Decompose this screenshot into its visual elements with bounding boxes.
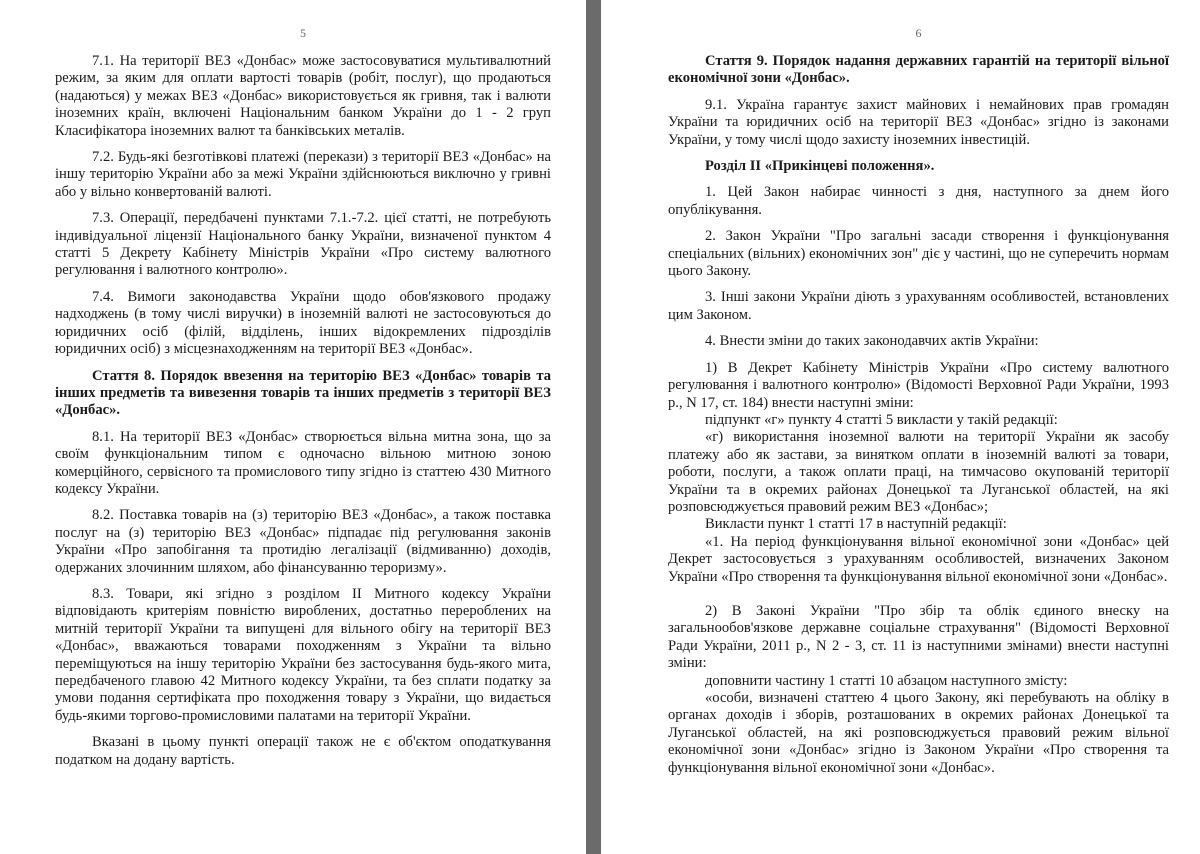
page-number: 6 (915, 26, 922, 40)
article-heading: Стаття 9. Порядок надання державних гарантій на території вільної економічної зони «Донбас». (668, 53, 1169, 87)
page-divider (586, 0, 601, 854)
paragraph: 3. Інші закони України діють з урахуванням особливостей, встановлених цим Законом. (668, 289, 1169, 323)
paragraph: 1. Цей Закон набирає чинності з дня, наступного за днем його опублікування. (668, 184, 1169, 218)
paragraph: 1) В Декрет Кабінету Міністрів України «Про систему валютного регулювання і валютного контролю» (Відомості Верховної Ради України, 1993 р., N 17, ст. 184) внести наступні зміни: (668, 359, 1169, 411)
paragraph: 8.2. Поставка товарів на (з) територію ВЕЗ «Донбас», а також поставка послуг на (з) територію ВЕЗ «Донбас» підпадає під регулювання законів України «Про запобігання та протидію легалізації (відмиванню) доходів, одержаних злочинним шляхом, або фінансуванню тероризму». (55, 507, 551, 576)
paragraph: 4. Внести зміни до таких законодавчих актів України: (705, 333, 1039, 350)
paragraph: 2) В Законі України "Про збір та облік єдиного внеску на загальнообов'язкове державне соціальне страхування" (Відомості Верховної Ради України, 2011 р., N 2 - 3, ст. 11 із наступними змінами) внести наступні зміни: (668, 602, 1169, 672)
paragraph: 8.3. Товари, які згідно з розділом II Митного кодексу України відповідають критеріям повністю вироблених, достатньо перероблених на митній території України та випущені для вільного обігу на території ВЕЗ «Донбас», вважаються товарами походженням з України та вільно переміщуються на іншу територію України без застосування будь-якого мита, передбаченого главою 42 Митного кодексу України, та без сплати податку за умови подання сертифіката про походження товару з України, що видається будь-якими торгово-промисловими палатами на території України. (55, 585, 551, 724)
paragraph: 7.2. Будь-які безготівкові платежі (перекази) з території ВЕЗ «Донбас» на іншу територію України або за межі України здійснюються виключно у гривні або у вільно конвертованій валюті. (55, 149, 551, 200)
page-6 (601, 0, 1200, 854)
page-5 (0, 0, 586, 854)
paragraph: «1. На період функціонування вільної економічної зони «Донбас» цей Декрет застосовується з урахуванням особливостей, визначених Законом України «Про створення та функціонування вільної економічної зони «Донбас». (668, 533, 1169, 585)
paragraph: 2. Закон України "Про загальні засади створення і функціонування спеціальних (вільних) економічних зон" діє у частині, що не суперечить нормам цього Закону. (668, 228, 1169, 280)
paragraph: 8.1. На території ВЕЗ «Донбас» створюється вільна митна зона, що за своїм функціональним типом є одночасно вільною митною зоною комерційного, сервісного та промислового типу згідно із статтею 430 Митного кодексу України. (55, 428, 551, 497)
paragraph: 7.4. Вимоги законодавства України щодо обов'язкового продажу надходжень (в тому числі виручки) в іноземній валюті не застосовуються до юридичних осіб (філій, відділень, інших відокремлених підрозділів юридичних осіб) з місцезнаходженням на території ВЕЗ «Донбас». (55, 288, 551, 358)
article-heading: Стаття 8. Порядок ввезення на територію ВЕЗ «Донбас» товарів та інших предметів та вивезення товарів та інших предметів з території ВЕЗ «Донбас». (55, 367, 551, 419)
section-heading: Розділ II «Прикінцеві положення». (705, 158, 935, 175)
paragraph: «особи, визначені статтею 4 цього Закону, які перебувають на обліку в органах доходів і зборів, розташованих в окремих районах Донецької та Луганської областей, на які розповсюджується правовий режим вільної економічної зони «Донбас» згідно із Законом України «Про створення та функціонування вільної економічної зони «Донбас». (668, 690, 1169, 776)
paragraph: доповнити частину 1 статті 10 абзацом наступного змісту: (705, 672, 1068, 689)
paragraph: «г) використання іноземної валюти на території України як засобу платежу або як застави, за винятком оплати в іноземній валюті за товари, роботи, послуги, а також оплати праці, на тимчасово окупованій території України та в окремих районах Донецької та Луганської областей, на які розповсюджується правовий режим ВЕЗ «Донбас»; (668, 429, 1169, 515)
paragraph: Вказані в цьому пункті операції також не є об'єктом оподаткування податком на додану вартість. (55, 734, 551, 768)
paragraph: 7.3. Операції, передбачені пунктами 7.1.-7.2. цієї статті, не потребують індивідуальної ліцензії Національного банку України, визначеної пунктом 4 статті 5 Декрету Кабінету Міністрів України «Про систему валютного регулювання і валютного контролю». (55, 210, 551, 279)
paragraph: 7.1. На території ВЕЗ «Донбас» може застосовуватися мультивалютний режим, за яким для оплати вартості товарів (робіт, послуг), що продаються (надаються) у межах ВЕЗ «Донбас» використовується як гривня, так і валюти іноземних країн, включені Національним банком України до 1 - 2 груп Класифікатора іноземних валют та банківських металів. (55, 53, 551, 139)
paragraph: 9.1. Україна гарантує захист майнових і немайнових прав громадян України та юридичних осіб на території ВЕЗ «Донбас» згідно із законами України, у тому числі щодо захисту іноземних інвестицій. (668, 96, 1169, 148)
paragraph: Викласти пункт 1 статті 17 в наступній редакції: (705, 516, 1007, 533)
page-number: 5 (300, 26, 306, 40)
paragraph: підпункт «г» пункту 4 статті 5 викласти у такій редакції: (705, 411, 1058, 428)
